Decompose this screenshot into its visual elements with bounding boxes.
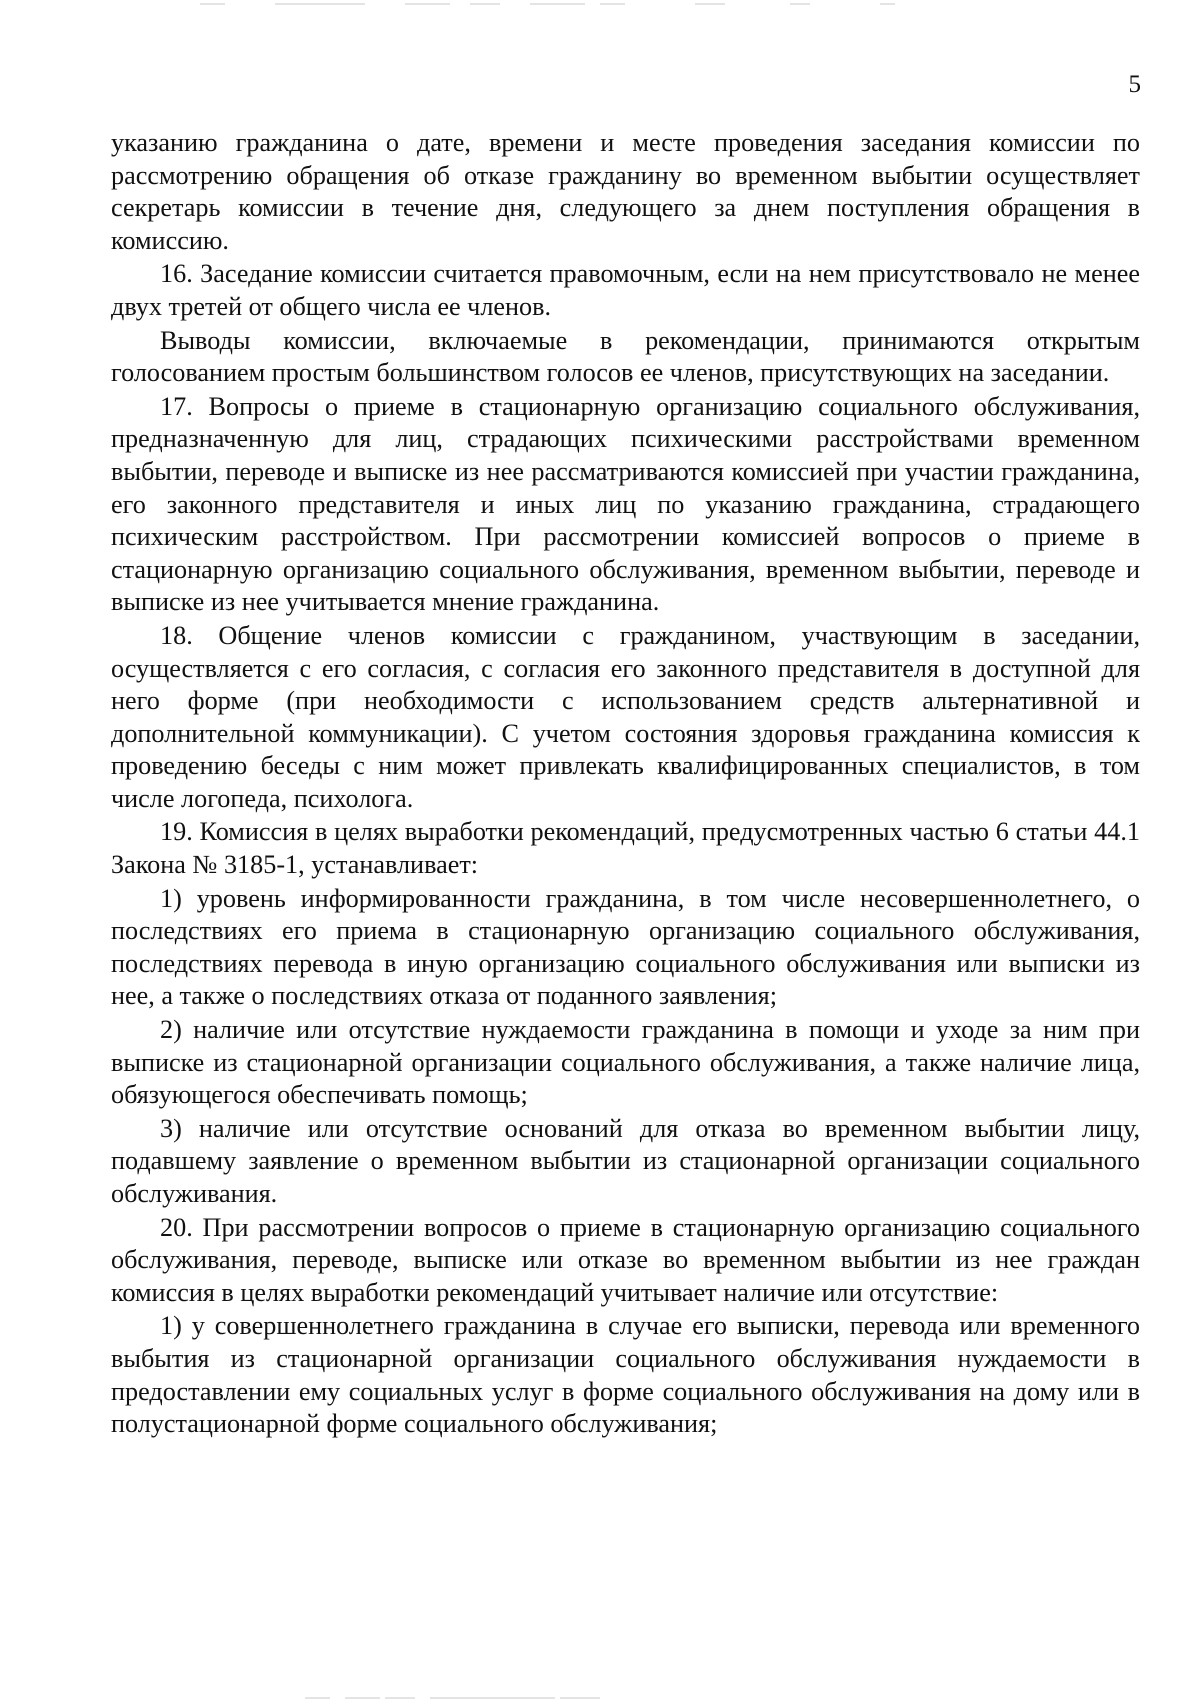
- list-item-19-2: 2) наличие или отсутствие нуждаемости гражданина в помощи и уходе за ним при выписке из стационарной организации социального обслуживания, а также наличие лица, обязующегося обеспечивать помощь;: [111, 1015, 1140, 1110]
- paragraph-17: 17. Вопросы о приеме в стационарную организацию социального обслуживания, предназначенную для лиц, страдающих психическими расстройствами временном выбытии, переводе и выписке из нее рассматриваются комиссией при участии гражданина, его законного представителя и иных лиц по указанию гражданина, страдающего психическим расстройством. При рассмотрении комиссией вопросов о приеме в стационарную организацию социального обслуживания, временном выбытии, переводе и выписке из нее учитывается мнение гражданина.: [111, 391, 1140, 617]
- paragraph-20: 20. При рассмотрении вопросов о приеме в стационарную организацию социального обслуживания, переводе, выписке или отказе во временном выбытии из нее граждан комиссия в целях выработки рекомендаций учитывает наличие или отсутствие:: [111, 1212, 1140, 1307]
- paragraph-18: 18. Общение членов комиссии с гражданином, участвующим в заседании, осуществляется с его согласия, с согласия его законного представителя в доступной для него форме (при необходимости с использованием средств альтернативной и дополнительной коммуникации). С учетом состояния здоровья гражданина комиссия к проведению беседы с ним может привлекать квалифицированных специалистов, в том числе логопеда, психолога.: [111, 620, 1140, 813]
- list-item-19-1: 1) уровень информированности гражданина, в том числе несовершеннолетнего, о последствиях его приема в стационарную организацию социального обслуживания, последствиях перевода в иную организацию социального обслуживания или выписки из нее, а также о последствиях отказа от поданного заявления;: [111, 883, 1140, 1011]
- list-item-20-1: 1) у совершеннолетнего гражданина в случае его выписки, перевода или временного выбытия из стационарной организации социального обслуживания нуждаемости в предоставлении ему социальных услуг в форме социального обслуживания на дому или в полустационарной форме социального обслуживания;: [111, 1311, 1140, 1439]
- page-number: 5: [1128, 71, 1141, 98]
- document-body: [111, 127, 1140, 1442]
- paragraph-19: 19. Комиссия в целях выработки рекомендаций, предусмотренных частью 6 статьи 44.1 Закона № 3185-1, устанавливает:: [111, 817, 1140, 880]
- paragraph-16: 16. Заседание комиссии считается правомочным, если на нем присутствовало не менее двух третей от общего числа ее членов.: [111, 259, 1140, 321]
- list-item-19-3: 3) наличие или отсутствие оснований для отказа во временном выбытии лицу, подавшему заявление о временном выбытии из стационарной организации социального обслуживания.: [111, 1113, 1140, 1208]
- paragraph-conclusions: Выводы комиссии, включаемые в рекомендации, принимаются открытым голосованием простым большинством голосов ее членов, присутствующих на заседании.: [111, 325, 1140, 388]
- scan-artifact-top: [0, 0, 1200, 12]
- paragraph-continuation: указанию гражданина о дате, времени и месте проведения заседания комиссии по рассмотрению обращения об отказе гражданину во временном выбытии осуществляет секретарь комиссии в течение дня, следующего за днем поступления обращения в комиссию.: [111, 128, 1140, 255]
- scan-artifact-bottom: [0, 1690, 1200, 1704]
